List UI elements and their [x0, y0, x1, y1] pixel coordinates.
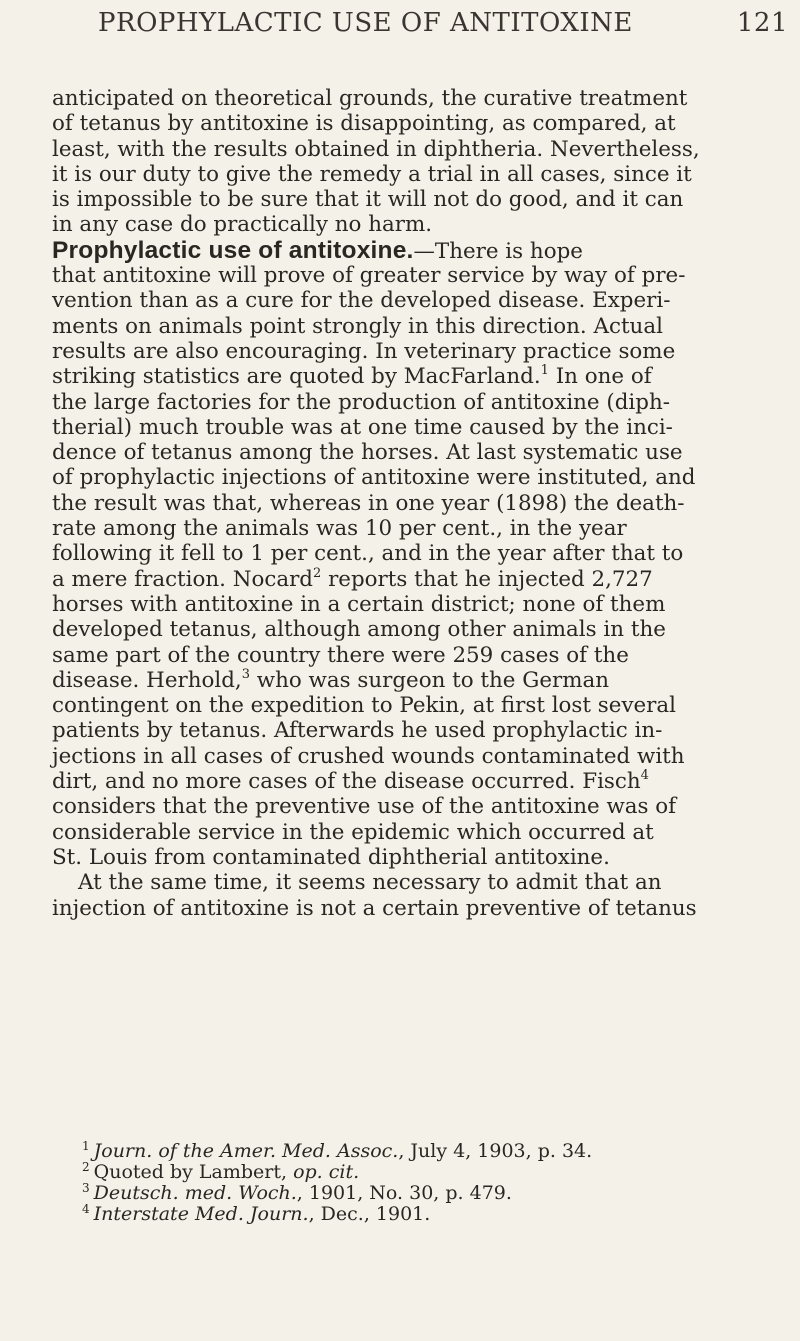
- section-heading: Prophylactic use of antitoxine.: [52, 236, 414, 264]
- text-run: disease. Herhold,: [52, 667, 242, 693]
- text-run: who was surgeon to the German: [249, 667, 610, 693]
- text-run: —There is hope: [413, 238, 583, 264]
- running-head-title: PROPHYLACTIC USE OF ANTITOXINE: [98, 8, 633, 38]
- footnote-mark: 3: [82, 1181, 90, 1195]
- text-run: a mere fraction. Nocard: [52, 566, 313, 592]
- text-run: In one of: [548, 364, 652, 390]
- running-head: [98, 8, 798, 48]
- text-line: rate among the animals was 10 per cent., in the year: [52, 516, 627, 542]
- text-line: [52, 567, 800, 592]
- text-line: following it fell to 1 per cent., and in the year after that to: [52, 541, 684, 567]
- footnote-ref-3[interactable]: 3: [241, 666, 250, 682]
- citation-detail: , Dec., 1901.: [308, 1203, 431, 1225]
- text-line: that antitoxine will prove of greater service by way of pre-: [52, 263, 686, 289]
- text-line: considers that the preventive use of the antitoxine was of: [52, 794, 677, 820]
- text-run: striking statistics are quoted by MacFarland.: [52, 364, 541, 390]
- text-line: same part of the country there were 259 cases of the: [52, 642, 629, 668]
- citation-detail: , July 4, 1903, p. 34.: [398, 1140, 593, 1162]
- citation-detail: Quoted by Lambert,: [93, 1161, 294, 1183]
- text-line: St. Louis from contaminated diphtherial antitoxine.: [52, 844, 610, 870]
- footnote-3: [82, 1183, 782, 1204]
- footnote-ref-1[interactable]: 1: [540, 363, 549, 379]
- text-line: At the same time, it seems necessary to admit that an: [78, 870, 662, 896]
- footnote-4: [82, 1204, 782, 1225]
- text-line: therial) much trouble was at one time caused by the inci-: [52, 414, 673, 440]
- text-line: anticipated on theoretical grounds, the curative treatment: [52, 86, 688, 111]
- footnote-mark: 2: [82, 1160, 90, 1174]
- text-line: is impossible to be sure that it will not do good, and it can: [52, 187, 684, 213]
- citation-title: Interstate Med. Journ.: [93, 1203, 309, 1225]
- text-line: developed tetanus, although among other animals in the: [52, 617, 666, 643]
- footnotes: [82, 1141, 782, 1225]
- footnote-ref-2[interactable]: 2: [313, 565, 322, 581]
- text-run: dirt, and no more cases of the disease occurred. Fisch: [52, 769, 641, 795]
- text-line: contingent on the expedition to Pekin, at first lost several: [52, 693, 677, 719]
- text-line: the result was that, whereas in one year (1898) the death-: [52, 490, 685, 516]
- footnote-ref-4[interactable]: 4: [640, 768, 649, 784]
- footnote-1: [82, 1141, 782, 1162]
- text-line: dence of tetanus among the horses. At last systematic use: [52, 440, 683, 466]
- text-line: [52, 769, 800, 794]
- text-line: results are also encouraging. In veterinary practice some: [52, 338, 676, 364]
- body-text: [52, 86, 800, 921]
- citation-title: op. cit.: [293, 1161, 360, 1183]
- text-line: injection of antitoxine is not a certain preventive of tetanus: [52, 895, 697, 921]
- text-line: jections in all cases of crushed wounds contaminated with: [52, 743, 685, 769]
- citation-title: Journ. of the Amer. Med. Assoc.: [93, 1140, 399, 1162]
- text-line: [52, 364, 800, 389]
- text-line: it is our duty to give the remedy a trial in all cases, since it: [52, 161, 692, 187]
- text-line: patients by tetanus. Afterwards he used prophylactic in-: [52, 718, 663, 744]
- citation-title: Deutsch. med. Woch.: [93, 1182, 297, 1204]
- text-line: the large factories for the production of antitoxine (diph-: [52, 389, 670, 415]
- text-line: horses with antitoxine in a certain district; none of them: [52, 591, 666, 617]
- text-line: vention than as a cure for the developed disease. Experi-: [52, 288, 671, 314]
- page-number: 121: [736, 8, 788, 38]
- text-line: of prophylactic injections of antitoxine were instituted, and: [52, 465, 696, 491]
- footnote-mark: 4: [82, 1202, 90, 1216]
- citation-detail: , 1901, No. 30, p. 479.: [296, 1182, 512, 1204]
- text-run: reports that he injected 2,727: [321, 566, 653, 592]
- text-line: considerable service in the epidemic which occurred at: [52, 819, 654, 845]
- text-line: least, with the results obtained in diphtheria. Nevertheless,: [52, 136, 700, 162]
- text-line: ments on animals point strongly in this direction. Actual: [52, 313, 663, 339]
- text-line: of tetanus by antitoxine is disappointing, as compared, at: [52, 111, 676, 137]
- text-line: [52, 668, 800, 693]
- text-line: in any case do practically no harm.: [52, 212, 433, 238]
- footnote-2: [82, 1162, 782, 1183]
- footnote-mark: 1: [82, 1139, 90, 1153]
- section-heading-line: [52, 238, 800, 263]
